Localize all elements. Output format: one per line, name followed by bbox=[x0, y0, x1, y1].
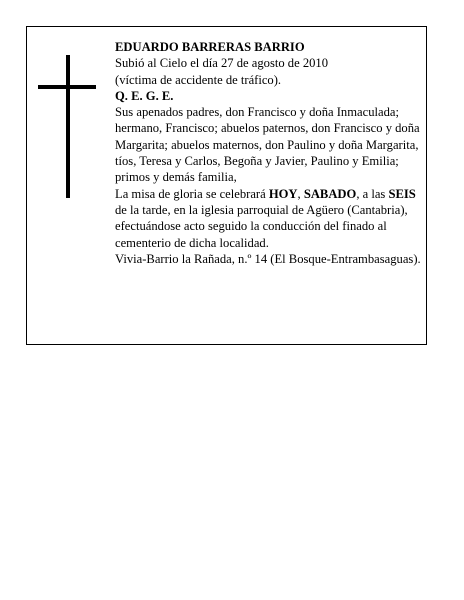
mass-intro: La misa de gloria se celebrará bbox=[115, 186, 269, 201]
mass-day-hoy: HOY bbox=[268, 186, 298, 201]
cross-vertical-bar bbox=[66, 55, 70, 198]
mass-sep-1: , bbox=[297, 186, 304, 201]
cause-line: (víctima de accidente de tráfico). bbox=[115, 72, 282, 87]
rip-abbreviation: Q. E. G. E. bbox=[115, 88, 174, 103]
deceased-name: EDUARDO BARRERAS BARRIO bbox=[115, 40, 305, 54]
mass-details: de la tarde, en la iglesia parroquial de Agüero (Cantabria), efectuándose acto seguido la conducción del finado al cementerio de dicha localidad. bbox=[115, 202, 408, 250]
family-paragraph: Sus apenados padres, don Francisco y doña Inmaculada; hermano, Francisco; abuelos paternos, don Francisco y doña Margarita; abuelos maternos, don Paulino y doña Margarita, tíos, Teresa y Carlos, Begoña y Javier, Paulino y Emilia; primos y demás familia, bbox=[115, 105, 420, 185]
death-date-line: Subió al Cielo el día 27 de agosto de 2010 bbox=[115, 56, 329, 71]
mass-day-sabado: SABADO bbox=[303, 186, 357, 201]
obituary-text bbox=[115, 39, 425, 267]
cross-horizontal-bar bbox=[38, 85, 96, 89]
family-address: Vivia-Barrio la Rañada, n.º 14 (El Bosque-Entrambasaguas). bbox=[115, 251, 421, 266]
mass-paragraph bbox=[115, 186, 425, 251]
obituary-notice bbox=[26, 26, 427, 345]
mass-sep-2: , a las bbox=[356, 186, 389, 201]
mass-hour-seis: SEIS bbox=[388, 186, 416, 201]
